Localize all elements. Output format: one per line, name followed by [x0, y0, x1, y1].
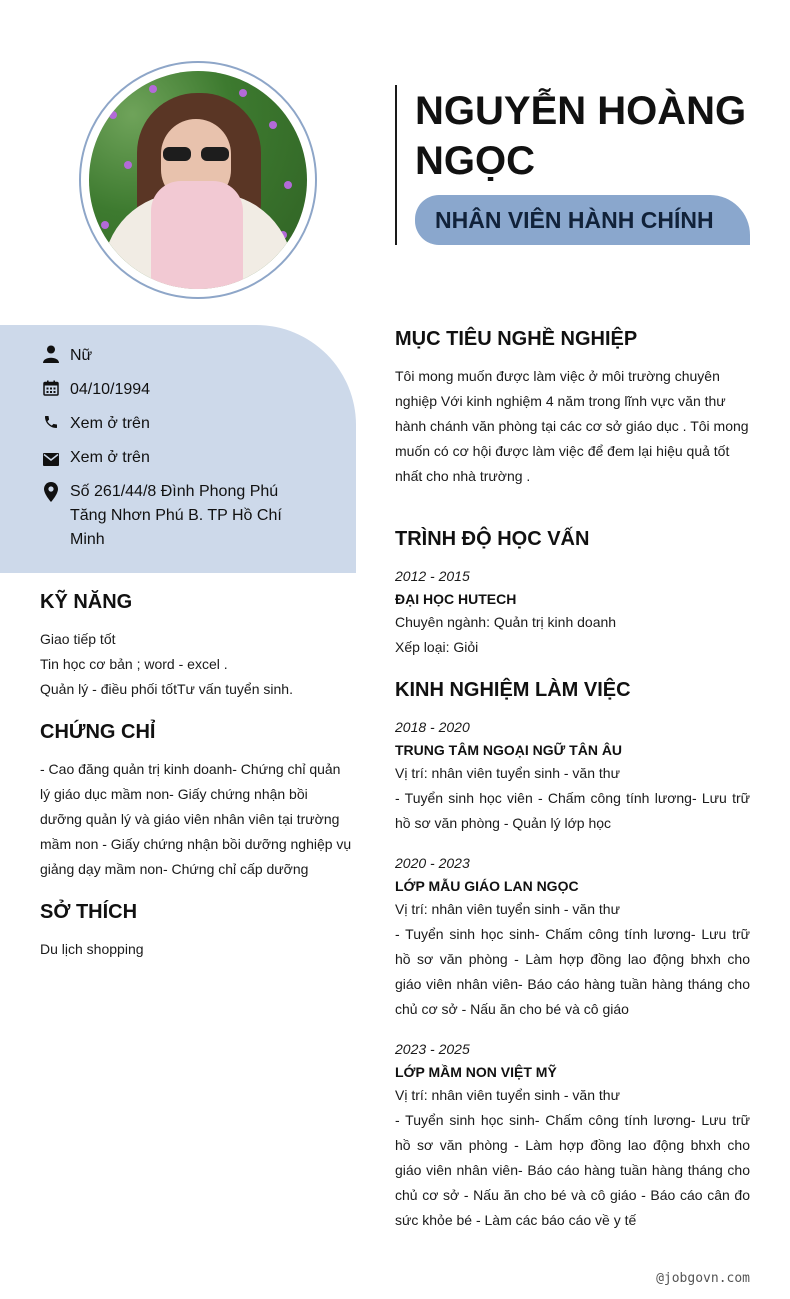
hobbies-text: Du lịch shopping	[40, 941, 144, 957]
job-period: 2018 - 2020	[395, 719, 470, 735]
contact-phone: Xem ở trên	[40, 412, 285, 436]
avatar	[89, 71, 307, 289]
education-grade: Xếp loại: Giỏi	[395, 639, 479, 655]
skills-heading: KỸ NĂNG	[40, 591, 133, 613]
education-period: 2012 - 2015	[395, 568, 470, 584]
contact-email: Xem ở trên	[40, 446, 285, 470]
certificates-heading: CHỨNG CHỈ	[40, 721, 156, 743]
education-heading: TRÌNH ĐỘ HỌC VẤN	[395, 528, 590, 550]
skill-item: Tin học cơ bản ; word - excel .	[40, 656, 228, 672]
role-badge	[415, 195, 750, 245]
job-period: 2020 - 2023	[395, 855, 470, 871]
phone-icon	[40, 412, 62, 432]
objective-heading: MỤC TIÊU NGHỀ NGHIỆP	[395, 328, 638, 350]
objective-text: Tôi mong muốn được làm việc ở môi trường chuyên nghiệp Với kinh nghiệm 4 năm trong lĩnh vực văn thư hành chánh văn phòng tại các cơ sở giáo dục . Tôi mong muốn có cơ hội được làm việc để đem lại hiệu quả tốt nhất cho nhà trường .	[395, 368, 749, 484]
hobbies-heading: SỞ THÍCH	[40, 901, 138, 923]
calendar-icon	[40, 378, 62, 398]
avatar-frame	[79, 61, 317, 299]
job-org: TRUNG TÂM NGOẠI NGỮ TÂN ÂU	[395, 742, 623, 758]
education-major: Chuyên ngành: Quản trị kinh doanh	[395, 614, 617, 630]
location-pin-icon	[40, 480, 62, 500]
job-position: Vị trí: nhân viên tuyển sinh - văn thư	[395, 1087, 620, 1103]
job-position: Vị trí: nhân viên tuyển sinh - văn thư	[395, 901, 620, 917]
job-org: LỚP MẪU GIÁO LAN NGỌC	[395, 878, 579, 894]
mail-icon	[40, 446, 62, 466]
person-icon	[40, 344, 62, 364]
job-org: LỚP MẦM NON VIỆT MỸ	[395, 1064, 557, 1080]
job-description: - Tuyển sinh học sinh- Chấm công tính lương- Lưu trữ hồ sơ văn phòng - Làm hợp đồng lao động bhxh cho giáo viên nhân viên- Báo cáo hàng tuần hàng tháng cho chủ cơ sở - Nấu ăn cho bé và cô giáo - Báo cáo cân đo sức khỏe bé - Làm các báo cáo về y tế	[395, 1112, 750, 1228]
role-title: NHÂN VIÊN HÀNH CHÍNH	[435, 207, 714, 233]
education-details	[395, 610, 750, 660]
contact-address: Số 261/44/8 Đình Phong Phú Tăng Nhơn Phú B. TP Hồ Chí Minh	[40, 480, 285, 552]
skill-item: Giao tiếp tốt	[40, 631, 116, 647]
skill-item: Quản lý - điều phối tốtTư vấn tuyển sinh.	[40, 681, 293, 697]
name-divider	[395, 85, 397, 245]
experience-heading: KINH NGHIỆM LÀM VIỆC	[395, 679, 631, 701]
footer-watermark: @jobgovn.com	[656, 1271, 750, 1286]
education-school: ĐẠI HỌC HUTECH	[395, 591, 517, 607]
job-position: Vị trí: nhân viên tuyển sinh - văn thư	[395, 765, 620, 781]
certificates-text: - Cao đăng quản trị kinh doanh- Chứng chỉ quản lý giáo dục mầm non- Giấy chứng nhận bồi dưỡng quản lý và giáo viên nhân viên tại trường mầm non - Giấy chứng nhận bồi dưỡng nghiệp vụ giảng dạy mầm non- Chứng chỉ cấp dưỡng	[40, 761, 352, 877]
job-period: 2023 - 2025	[395, 1041, 470, 1057]
contact-birthday: 04/10/1994	[40, 378, 285, 402]
skills-list	[40, 627, 356, 702]
job-description: - Tuyển sinh học sinh- Chấm công tính lương- Lưu trữ hồ sơ văn phòng - Làm hợp đồng lao động bhxh cho giáo viên nhân viên- Báo cáo hàng tuần hàng tháng cho chủ cơ sở - Nấu ăn cho bé và cô giáo	[395, 926, 750, 1017]
contact-gender: Nữ	[40, 344, 285, 368]
job-description: - Tuyển sinh học viên - Chấm công tính lương- Lưu trữ hồ sơ văn phòng - Quản lý lớp học	[395, 790, 750, 831]
candidate-name: NGUYỄN HOÀNG NGỌC	[415, 89, 747, 183]
